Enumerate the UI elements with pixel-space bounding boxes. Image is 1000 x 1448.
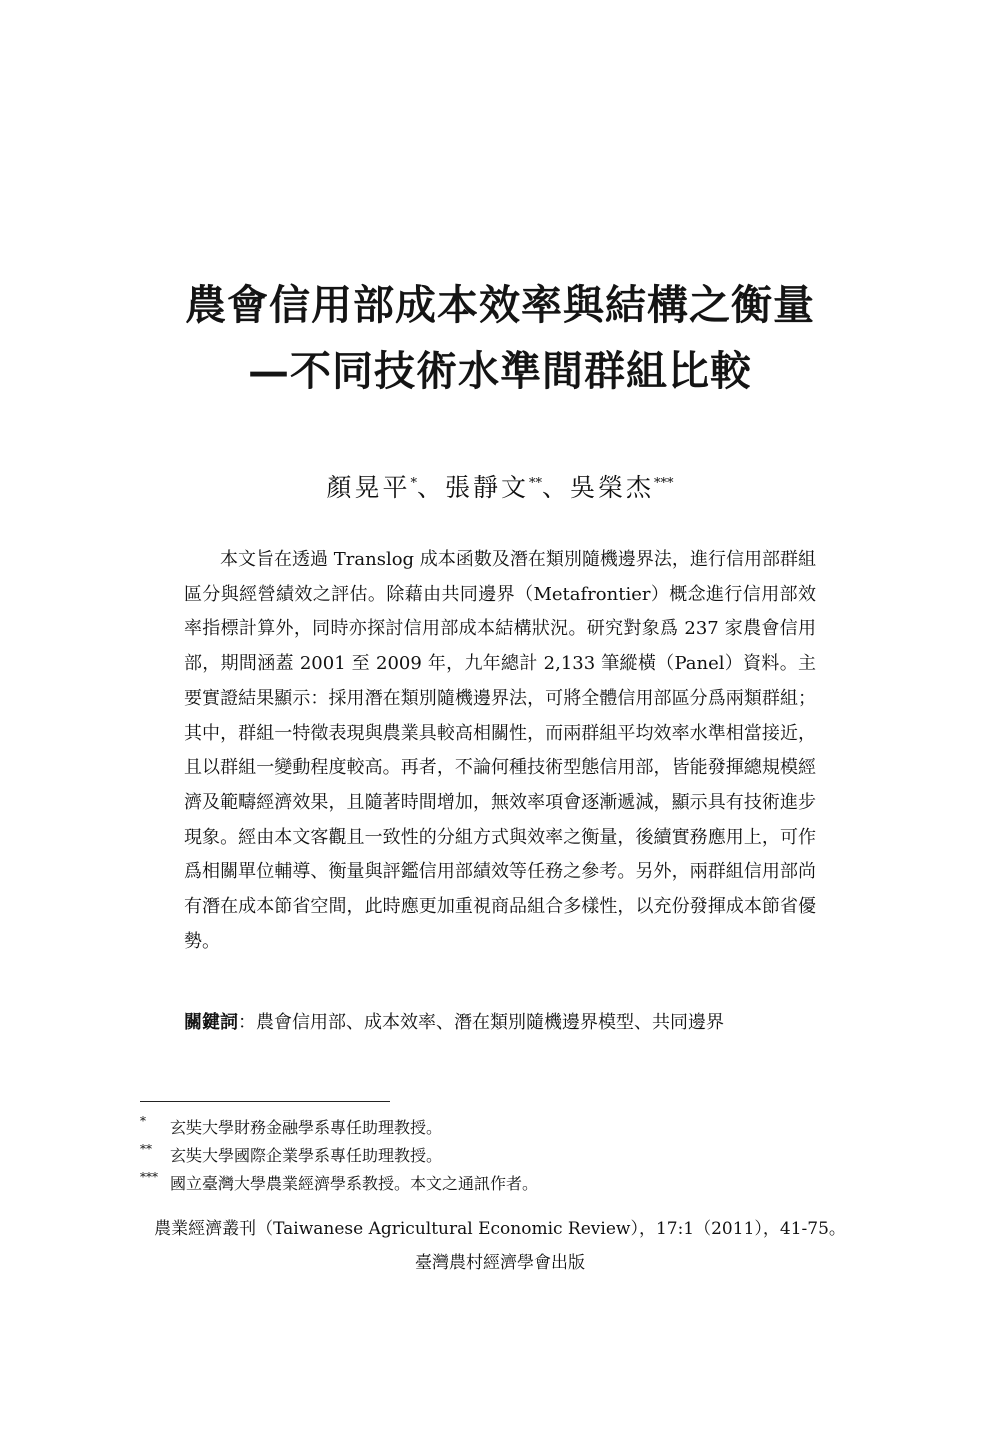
author-name: 吳榮杰	[570, 473, 655, 502]
title-subtitle: —不同技術水準間群組比較	[248, 347, 752, 395]
footnote-text: 玄奘大學財務金融學系專任助理教授。	[170, 1118, 443, 1137]
footnote-mark: *	[140, 1114, 146, 1128]
author-footnote-mark: **	[529, 476, 542, 491]
keywords-separator: ：	[238, 1012, 256, 1033]
author-separator: 、	[542, 473, 571, 502]
title-main: 農會信用部成本效率與結構之衡量	[185, 281, 815, 329]
author-separator: 、	[416, 473, 445, 502]
footnote-mark: ***	[140, 1170, 158, 1184]
author-footnote-mark: *	[410, 476, 417, 491]
footnote-text: 國立臺灣大學農業經濟學系教授。本文之通訊作者。	[170, 1174, 539, 1193]
keywords-text: 農會信用部、成本效率、潛在類別隨機邊界模型、共同邊界	[256, 1012, 724, 1033]
journal-publisher: 臺灣農村經濟學會出版	[415, 1253, 585, 1273]
author-list	[0, 468, 1000, 508]
footnote-mark: **	[140, 1142, 152, 1156]
footnote-item	[140, 1142, 840, 1170]
journal-info	[0, 1212, 1000, 1280]
footnote-item	[140, 1114, 840, 1142]
footnote-item	[140, 1170, 840, 1198]
author-name: 顏晃平	[326, 473, 411, 502]
keywords-label: 關鍵詞	[184, 1012, 238, 1033]
keywords-line	[184, 1006, 816, 1040]
paper-title	[0, 272, 1000, 404]
footnote-divider	[140, 1101, 390, 1102]
journal-citation: 農業經濟叢刊（Taiwanese Agricultural Economic Review），17:1（2011），41-75。	[154, 1219, 846, 1239]
author-name: 張靜文	[444, 473, 529, 502]
author-footnote-mark: ***	[654, 476, 674, 491]
footnote-text: 玄奘大學國際企業學系專任助理教授。	[170, 1146, 443, 1165]
abstract-paragraph: 本文旨在透過 Translog 成本函數及潛在類別隨機邊界法，進行信用部群組區分與經營績效之評估。除藉由共同邊界（Metafrontier）概念進行信用部效率指標計算外，同時亦探討信用部成本結構狀況。研究對象爲 237 家農會信用部，期間涵蓋 2001 至 2009 年，九年總計 2,133 筆縱橫（Panel）資料。主要實證結果顯示：採用潛在類別隨機邊界法，可將全體信用部區分爲兩類群組；其中，群組一特徵表現與農業具較高相關性，而兩群組平均效率水準相當接近，且以群組一變動程度較高。再者，不論何種技術型態信用部，皆能發揮總規模經濟及範疇經濟效果，且隨著時間增加，無效率項會逐漸遞減，顯示具有技術進步現象。經由本文客觀且一致性的分組方式與效率之衡量，後續實務應用上，可作爲相關單位輔導、衡量與評鑑信用部績效等任務之參考。另外，兩群組信用部尚有潛在成本節省空間，此時應更加重視商品組合多樣性，以充份發揮成本節省優勢。	[184, 549, 816, 952]
footnote-list	[140, 1114, 840, 1198]
